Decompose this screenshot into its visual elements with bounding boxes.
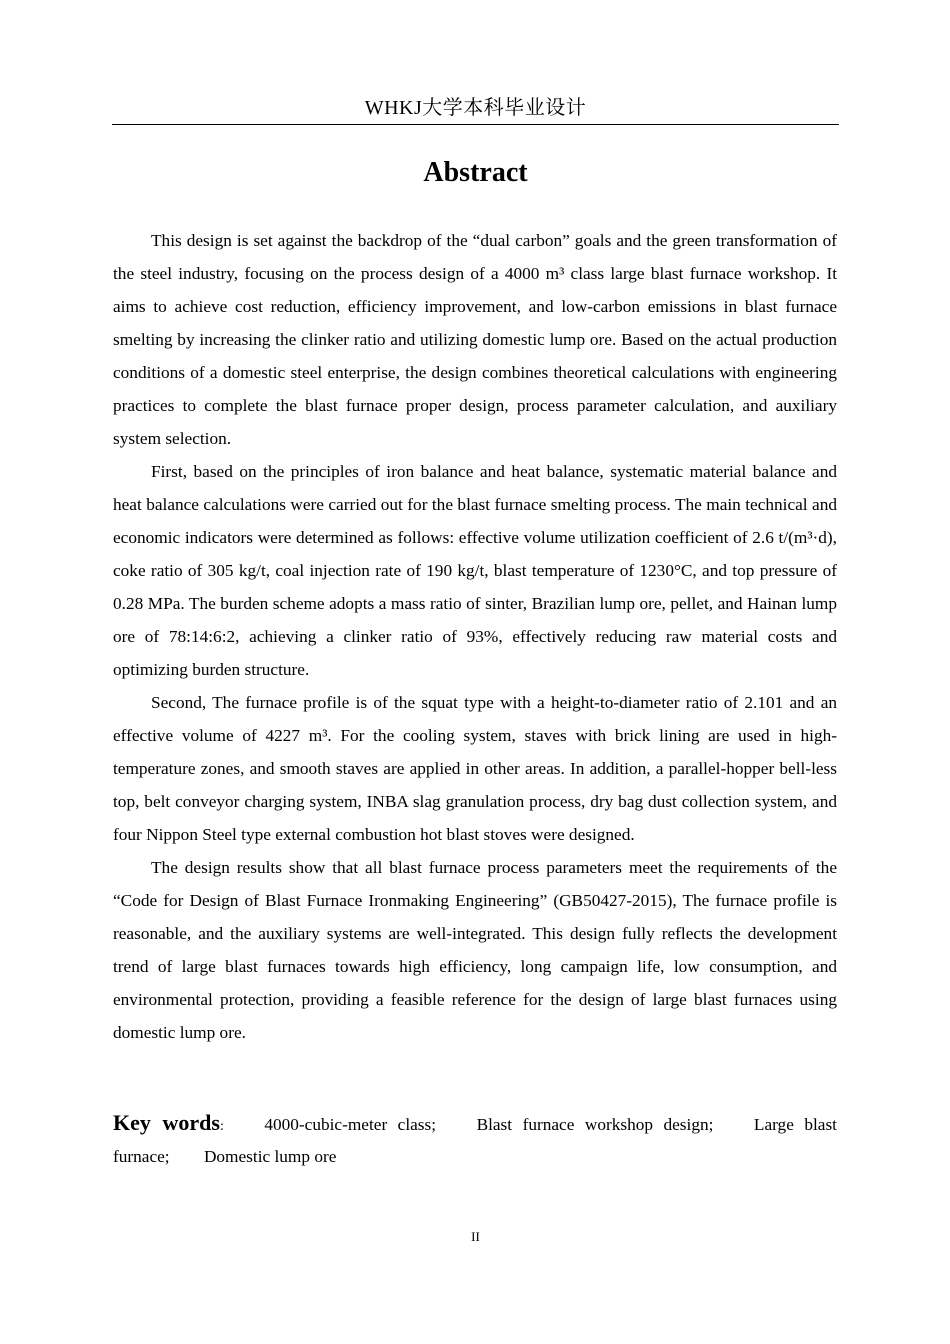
keyword-item: Blast furnace workshop design;: [476, 1115, 714, 1134]
keywords-colon: :: [219, 1119, 224, 1134]
abstract-paragraph-4: The design results show that all blast furnace process parameters meet the requirements of the “Code for Design of Blast Furnace Ironmaking Engineering” (GB50427-2015), The furnace profile is reasonable, and the auxiliary systems are well-integrated. This design fully reflects the development trend of large blast furnaces towards high efficiency, long campaign life, low consumption, and environmental protection, providing a feasible reference for the design of large blast furnaces using domestic lump ore.: [113, 858, 837, 1042]
keywords-label: Key words: [113, 1110, 220, 1135]
keyword-item: Domestic lump ore: [203, 1147, 337, 1166]
running-header: [112, 92, 839, 125]
abstract-title: Abstract: [423, 157, 528, 188]
abstract-paragraph-1: This design is set against the backdrop of the “dual carbon” goals and the green transformation of the steel industry, focusing on the process design of a 4000 m³ class large blast furnace workshop. It aims to achieve cost reduction, efficiency improvement, and low-carbon emissions in blast furnace smelting by increasing the clinker ratio and utilizing domestic lump ore. Based on the actual production conditions of a domestic steel enterprise, the design combines theoretical calculations with engineering practices to complete the blast furnace proper design, process parameter calculation, and auxiliary system selection.: [113, 231, 837, 448]
abstract-paragraph-2: First, based on the principles of iron balance and heat balance, systematic material balance and heat balance calculations were carried out for the blast furnace smelting process. The main technical and economic indicators were determined as follows: effective volume utilization coefficient of 2.6 t/(m³·d), coke ratio of 305 kg/t, coal injection rate of 190 kg/t, blast temperature of 1230°C, and top pressure of 0.28 MPa. The burden scheme adopts a mass ratio of sinter, Brazilian lump ore, pellet, and Hainan lump ore of 78:14:6:2, achieving a clinker ratio of 93%, effectively reducing raw material costs and optimizing burden structure.: [113, 462, 837, 679]
abstract-body: [113, 224, 837, 1049]
keyword-item: Large blast furnace;: [113, 1115, 837, 1166]
header-title: WHKJ大学本科毕业设计: [364, 97, 587, 119]
page-number: II: [471, 1229, 480, 1244]
abstract-paragraph-3: Second, The furnace profile is of the squat type with a height-to-diameter ratio of 2.101 and an effective volume of 4227 m³. For the cooling system, staves with brick lining are used in high-temperature zones, and smooth staves are applied in other areas. In addition, a parallel-hopper bell-less top, belt conveyor charging system, INBA slag granulation process, dry bag dust collection system, and four Nippon Steel type external combustion hot blast stoves were designed.: [113, 693, 837, 844]
keyword-item: 4000-cubic-meter class;: [264, 1115, 437, 1134]
keywords-section: [113, 1108, 837, 1172]
